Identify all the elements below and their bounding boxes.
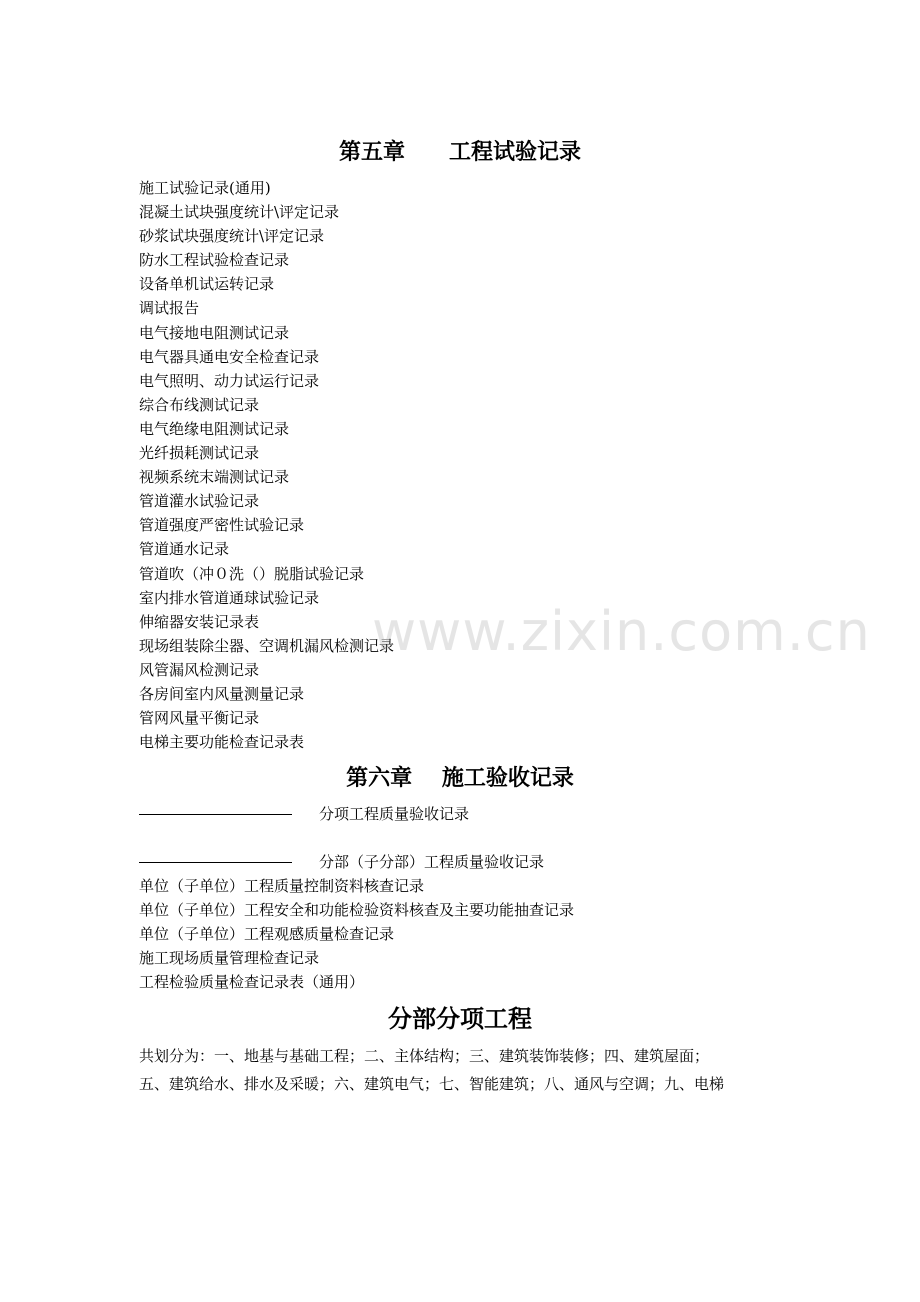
list-item: 工程检验质量检查记录表（通用）	[139, 973, 365, 992]
list-item: 单位（子单位）工程观感质量检查记录	[139, 925, 395, 944]
list-item: 电气照明、动力试运行记录	[139, 371, 320, 390]
list-item: 电气接地电阻测试记录	[139, 323, 290, 342]
chapter6-list	[139, 874, 574, 994]
list-item: 管道强度严密性试验记录	[139, 516, 305, 535]
list-item: 防水工程试验检查记录	[139, 251, 290, 270]
list-item: 设备单机试运转记录	[139, 275, 275, 294]
watermark-text: www.zixin.com.cn	[372, 600, 871, 663]
chapter5-list	[139, 176, 394, 754]
list-item: 混凝土试块强度统计\评定记录	[139, 203, 340, 222]
blank-fill-row	[139, 802, 739, 826]
blank-row-label: 分项工程质量验收记录	[319, 805, 470, 823]
list-item: 电气绝缘电阻测试记录	[139, 419, 290, 438]
chapter6-title: 第六章 施工验收记录	[346, 765, 574, 791]
list-item: 伸缩器安装记录表	[139, 612, 260, 631]
list-item: 现场组装除尘器、空调机漏风检测记录	[139, 636, 395, 655]
list-item: 单位（子单位）工程质量控制资料核查记录	[139, 877, 425, 895]
list-item: 施工试验记录(通用)	[139, 179, 271, 197]
list-item: 电气器具通电安全检查记录	[139, 347, 320, 366]
blank-underline	[139, 814, 292, 815]
blank-fill-row	[139, 850, 739, 874]
list-item: 管道通水记录	[139, 540, 230, 559]
list-item: 室内排水管道通球试验记录	[139, 588, 320, 607]
chapter5-title: 第五章 工程试验记录	[338, 139, 581, 165]
blank-underline	[139, 862, 292, 863]
list-item: 管道灌水试验记录	[139, 492, 260, 511]
list-item: 施工现场质量管理检查记录	[139, 949, 320, 968]
list-item: 视频系统末端测试记录	[139, 468, 290, 487]
blank-row-label: 分部（子分部）工程质量验收记录	[319, 853, 545, 871]
list-item: 管网风量平衡记录	[139, 709, 260, 728]
list-item: 砂浆试块强度统计\评定记录	[139, 227, 325, 246]
list-item: 各房间室内风量测量记录	[139, 684, 305, 703]
list-item: 风管漏风检测记录	[139, 660, 260, 679]
paragraph-line: 共划分为：一、地基与基础工程；二、主体结构；三、建筑装饰装修；四、建筑屋面；	[139, 1047, 710, 1065]
paragraph-line: 五、建筑给水、排水及采暖；六、建筑电气；七、智能建筑；八、通风与空调；九、电梯	[139, 1075, 725, 1093]
list-item: 调试报告	[139, 299, 200, 318]
list-item: 单位（子单位）工程安全和功能检验资料核查及主要功能抽查记录	[139, 901, 575, 920]
section-title: 分部分项工程	[388, 1004, 532, 1033]
list-item: 综合布线测试记录	[139, 395, 260, 414]
list-item: 光纤损耗测试记录	[139, 444, 260, 463]
list-item: 电梯主要功能检查记录表	[139, 733, 305, 752]
section-paragraph	[139, 1042, 779, 1098]
list-item: 管道吹（冲０洗（）脱脂试验记录	[139, 564, 365, 583]
